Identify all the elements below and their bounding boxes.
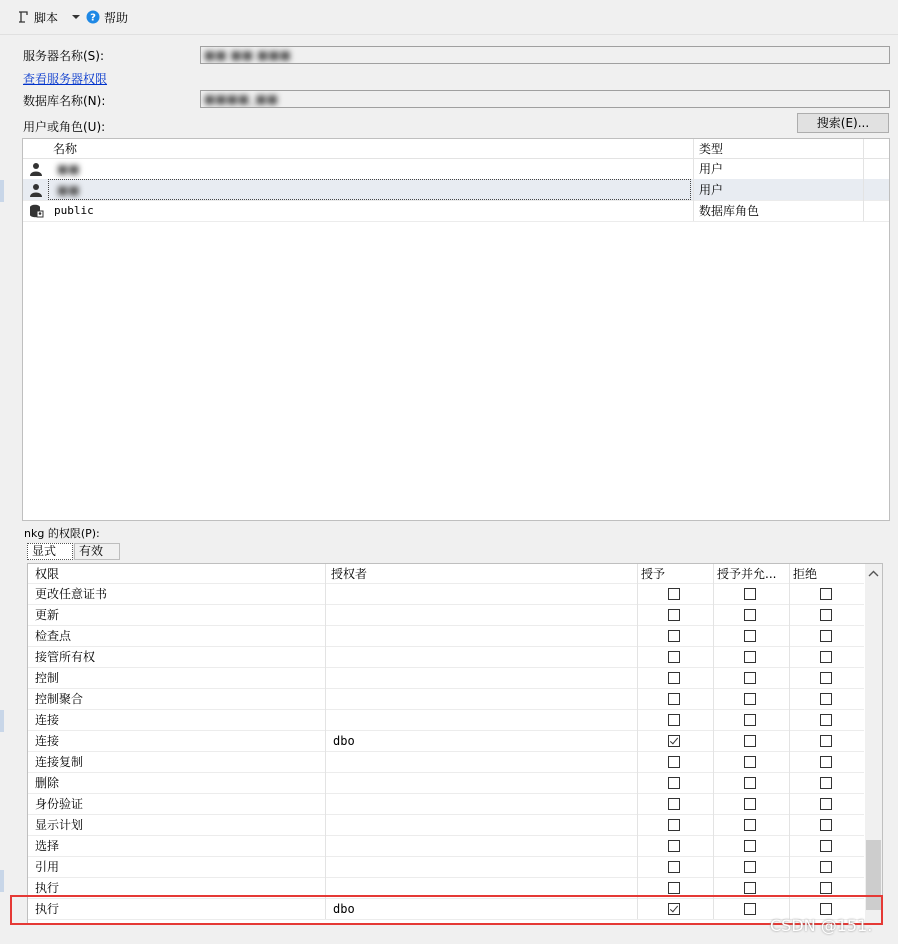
user-icon [28, 182, 44, 198]
server-name-label: 服务器名称(S): [23, 49, 105, 63]
deny-checkbox[interactable] [820, 651, 832, 663]
grant-checkbox[interactable] [668, 672, 680, 684]
principals-grid-header [23, 139, 889, 159]
tab-explicit[interactable]: 显式 [27, 543, 73, 560]
permission-row[interactable] [28, 856, 864, 878]
permission-grantor [333, 667, 633, 688]
with-grant-checkbox[interactable] [744, 756, 756, 768]
principal-type: 用户 [699, 162, 724, 176]
scroll-up-icon[interactable] [866, 568, 881, 580]
help-icon [86, 10, 100, 24]
grant-checkbox[interactable] [668, 630, 680, 642]
deny-checkbox[interactable] [820, 714, 832, 726]
user-icon [28, 161, 44, 177]
permission-name: 执行 [35, 902, 60, 916]
column-header-type[interactable]: 类型 [699, 142, 724, 156]
principal-name: ■■ [57, 182, 80, 197]
grant-checkbox[interactable] [668, 840, 680, 852]
principal-type: 用户 [699, 183, 724, 197]
deny-checkbox[interactable] [820, 840, 832, 852]
permission-row[interactable] [28, 583, 864, 605]
with-grant-checkbox[interactable] [744, 840, 756, 852]
principal-name-focus [48, 179, 691, 200]
permission-row[interactable] [28, 688, 864, 710]
grant-checkbox[interactable] [668, 609, 680, 621]
with-grant-checkbox[interactable] [744, 672, 756, 684]
deny-checkbox[interactable] [820, 630, 832, 642]
permission-name: 接管所有权 [35, 650, 96, 664]
permission-name: 检查点 [35, 629, 72, 643]
permission-name: 连接 [35, 713, 60, 727]
permission-name: 控制 [35, 671, 60, 685]
column-header-permission[interactable]: 权限 [35, 567, 60, 581]
permission-grantor [333, 751, 633, 772]
principal-row[interactable] [23, 200, 889, 222]
grant-checkbox[interactable] [668, 903, 680, 915]
permissions-scrollbar[interactable] [865, 564, 882, 924]
permission-name: 显示计划 [35, 818, 84, 832]
scroll-thumb[interactable] [866, 840, 881, 910]
grant-checkbox[interactable] [668, 588, 680, 600]
permission-grantor [333, 856, 633, 877]
permission-name: 删除 [35, 776, 60, 790]
permission-name: 更新 [35, 608, 60, 622]
grant-checkbox[interactable] [668, 735, 680, 747]
toolbar [0, 0, 898, 34]
help-label: 帮助 [104, 10, 129, 25]
permission-row[interactable] [28, 898, 864, 920]
grant-checkbox[interactable] [668, 651, 680, 663]
column-header-grantor[interactable]: 授权者 [331, 567, 368, 581]
grant-checkbox[interactable] [668, 798, 680, 810]
column-header-deny[interactable]: 拒绝 [793, 567, 818, 581]
permission-grantor [333, 814, 633, 835]
deny-checkbox[interactable] [820, 756, 832, 768]
deny-checkbox[interactable] [820, 693, 832, 705]
deny-checkbox[interactable] [820, 861, 832, 873]
permission-grantor [333, 772, 633, 793]
deny-checkbox[interactable] [820, 798, 832, 810]
deny-checkbox[interactable] [820, 819, 832, 831]
with-grant-checkbox[interactable] [744, 819, 756, 831]
watermark: CSDN @151. [770, 916, 873, 935]
view-server-permissions-link[interactable]: 查看服务器权限 [23, 72, 108, 86]
permission-row[interactable] [28, 877, 864, 899]
column-header-with-grant[interactable]: 授予并允... [717, 567, 777, 581]
window-edge-strip [0, 180, 4, 202]
grant-checkbox[interactable] [668, 693, 680, 705]
svg-text:?: ? [90, 12, 96, 24]
toolbar-divider [0, 34, 898, 35]
permission-row[interactable] [28, 835, 864, 857]
deny-checkbox[interactable] [820, 777, 832, 789]
principal-name: ■■ [57, 161, 80, 176]
permission-row[interactable] [28, 730, 864, 752]
deny-checkbox[interactable] [820, 672, 832, 684]
permission-name: 引用 [35, 860, 60, 874]
with-grant-checkbox[interactable] [744, 651, 756, 663]
database-name-field [200, 90, 890, 108]
window-edge-strip [0, 870, 4, 892]
principals-grid [22, 138, 890, 521]
permission-grantor [333, 709, 633, 730]
with-grant-checkbox[interactable] [744, 882, 756, 894]
permission-name: 连接复制 [35, 755, 84, 769]
grant-checkbox[interactable] [668, 714, 680, 726]
principal-name: public [54, 204, 94, 217]
permission-grantor [333, 625, 633, 646]
permission-grantor [333, 646, 633, 667]
database-name-value: ■■■■_■■ [204, 92, 279, 106]
permission-grantor [333, 835, 633, 856]
permission-grantor [333, 604, 633, 625]
server-name-value: ■■ ■■ ■■■ [204, 48, 291, 62]
grant-checkbox[interactable] [668, 777, 680, 789]
permission-row[interactable] [28, 625, 864, 647]
with-grant-checkbox[interactable] [744, 861, 756, 873]
with-grant-checkbox[interactable] [744, 777, 756, 789]
permission-grantor [333, 793, 633, 814]
window-edge-strip [0, 710, 4, 732]
deny-checkbox[interactable] [820, 903, 832, 915]
deny-checkbox[interactable] [820, 609, 832, 621]
permissions-grid [27, 563, 883, 925]
principal-type: 数据库角色 [699, 204, 760, 218]
deny-checkbox[interactable] [820, 735, 832, 747]
permission-row[interactable] [28, 814, 864, 836]
permission-row[interactable] [28, 667, 864, 689]
permission-grantor: dbo [333, 733, 355, 748]
tab-effective[interactable]: 有效 [74, 543, 120, 560]
search-button[interactable]: 搜索(E)... [797, 113, 889, 133]
permission-row[interactable] [28, 751, 864, 773]
permission-grantor [333, 583, 633, 604]
permission-row[interactable] [28, 793, 864, 815]
permission-name: 执行 [35, 881, 60, 895]
permission-grantor: dbo [333, 901, 355, 916]
column-header-name[interactable]: 名称 [53, 142, 78, 156]
database-role-icon [28, 203, 44, 219]
principal-row-selected[interactable] [23, 179, 889, 201]
permissions-grid-header [28, 564, 864, 584]
chevron-down-icon[interactable] [70, 13, 82, 21]
permission-name: 连接 [35, 734, 60, 748]
with-grant-checkbox[interactable] [744, 609, 756, 621]
database-name-label: 数据库名称(N): [23, 94, 106, 108]
script-label: 脚本 [34, 10, 59, 25]
grant-checkbox[interactable] [668, 861, 680, 873]
permission-row[interactable] [28, 604, 864, 626]
permission-grantor [333, 877, 633, 898]
permission-name: 控制聚合 [35, 692, 84, 706]
with-grant-checkbox[interactable] [744, 714, 756, 726]
with-grant-checkbox[interactable] [744, 693, 756, 705]
grant-checkbox[interactable] [668, 882, 680, 894]
principal-row[interactable] [23, 158, 889, 180]
grant-checkbox[interactable] [668, 756, 680, 768]
deny-checkbox[interactable] [820, 588, 832, 600]
permission-name: 更改任意证书 [35, 587, 108, 601]
users-or-roles-label: 用户或角色(U): [23, 120, 106, 134]
server-name-field [200, 46, 890, 64]
permission-name: 选择 [35, 839, 60, 853]
with-grant-checkbox[interactable] [744, 588, 756, 600]
with-grant-checkbox[interactable] [744, 798, 756, 810]
with-grant-checkbox[interactable] [744, 630, 756, 642]
column-header-grant[interactable]: 授予 [641, 567, 666, 581]
permissions-label: nkg 的权限(P): [24, 527, 100, 540]
permission-row[interactable] [28, 646, 864, 668]
permission-name: 身份验证 [35, 797, 84, 811]
deny-checkbox[interactable] [820, 882, 832, 894]
script-button[interactable] [16, 8, 82, 26]
grant-checkbox[interactable] [668, 819, 680, 831]
with-grant-checkbox[interactable] [744, 903, 756, 915]
permission-row[interactable] [28, 772, 864, 794]
with-grant-checkbox[interactable] [744, 735, 756, 747]
permission-row[interactable] [28, 709, 864, 731]
permission-grantor [333, 688, 633, 709]
help-button[interactable] [86, 8, 128, 26]
script-icon [16, 10, 30, 24]
